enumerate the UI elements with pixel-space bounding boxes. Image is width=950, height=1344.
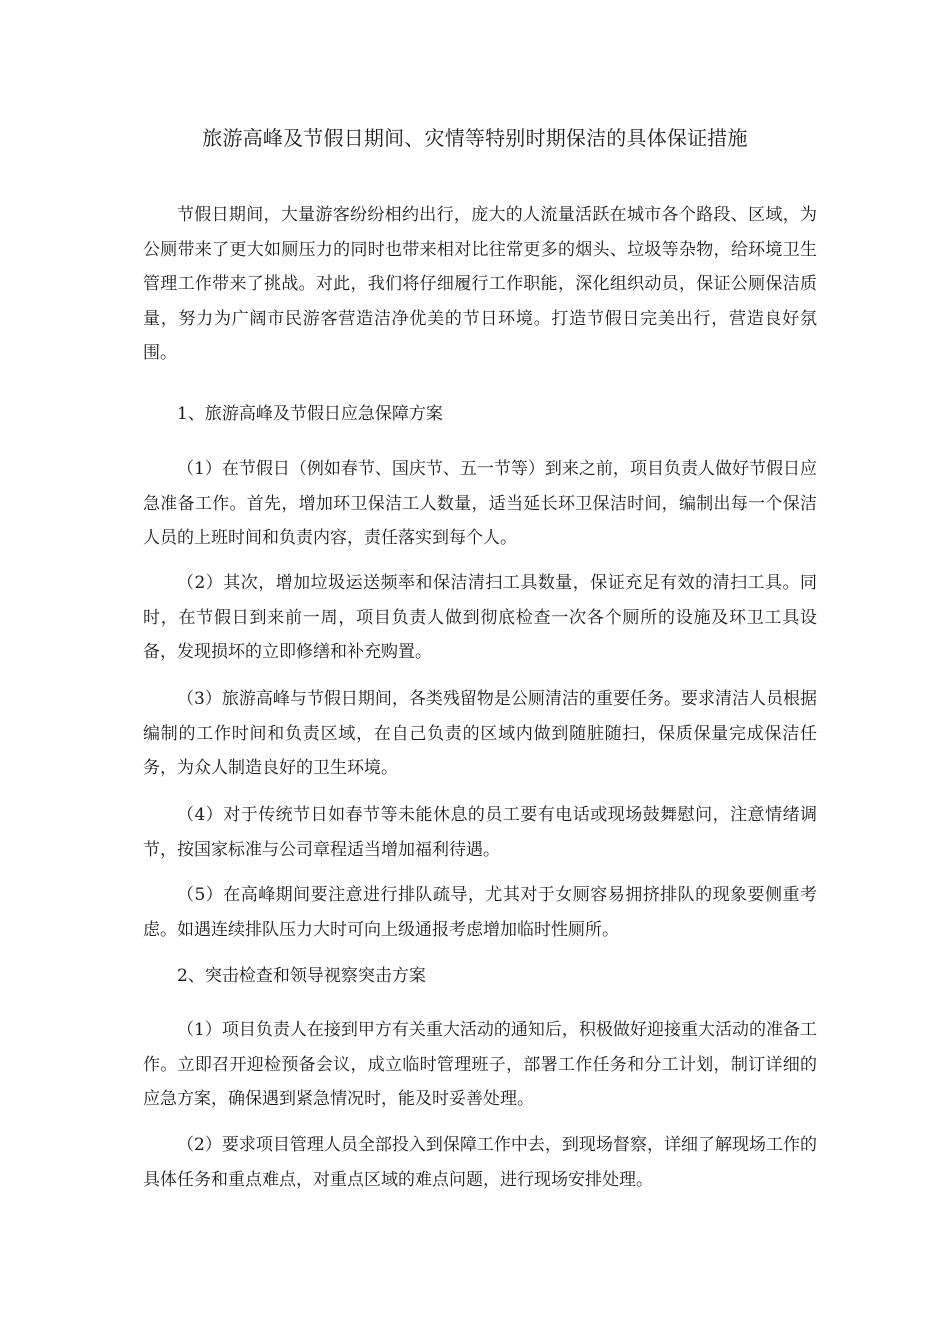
section-1-item-4: （4）对于传统节日如春节等未能休息的员工要有电话或现场鼓舞慰问，注意情绪调节，按国家标准与公司章程适当增加福利待遇。	[143, 805, 817, 860]
section-1-heading: 1、旅游高峰及节假日应急保障方案	[177, 404, 443, 424]
section-1-item-1: （1）在节假日（例如春节、国庆节、五一节等）到来之前，项目负责人做好节假日应急准备工作。首先，增加环卫保洁工人数量，适当延长环卫保洁时间，编制出每一个保洁人员的上班时间和负责内容，责任落实到每个人。	[143, 459, 817, 548]
section-1-item-2: （2）其次，增加垃圾运送频率和保洁清扫工具数量，保证充足有效的清扫工具。同时，在节假日到来前一周，项目负责人做到彻底检查一次各个厕所的设施及环卫工具设备，发现损坏的立即修缮和补充购置。	[143, 573, 817, 662]
section-2-item-1: （1）项目负责人在接到甲方有关重大活动的通知后，积极做好迎接重大活动的准备工作。立即召开迎检预备会议，成立临时管理班子，部署工作任务和分工计划，制订详细的应急方案，确保遇到紧急情况时，能及时妥善处理。	[143, 1020, 817, 1109]
intro-paragraph: 节假日期间，大量游客纷纷相约出行，庞大的人流量活跃在城市各个路段、区域，为公厕带来了更大如厕压力的同时也带来相对比往常更多的烟头、垃圾等杂物，给环境卫生管理工作带来了挑战。对此，我们将仔细履行工作职能，深化组织动员，保证公厕保洁质量，努力为广阔市民游客营造洁净优美的节日环境。打造节假日完美出行，营造良好氛围。	[143, 205, 817, 363]
section-2-item-2: （2）要求项目管理人员全部投入到保障工作中去，到现场督察，详细了解现场工作的具体任务和重点难点，对重点区域的难点问题，进行现场安排处理。	[143, 1135, 817, 1190]
section-1-item-3: （3）旅游高峰与节假日期间，各类残留物是公厕清洁的重要任务。要求清洁人员根据编制的工作时间和负责区域，在自己负责的区域内做到随脏随扫，保质保量完成保洁任务，为众人制造良好的卫生环境。	[143, 689, 817, 778]
section-1-item-5: （5）在高峰期间要注意进行排队疏导，尤其对于女厕容易拥挤排队的现象要侧重考虑。如遇连续排队压力大时可向上级通报考虑增加临时性厕所。	[143, 885, 817, 940]
document-title: 旅游高峰及节假日期间、灾情等特别时期保洁的具体保证措施	[202, 126, 748, 150]
section-2-heading: 2、突击检查和领导视察突击方案	[177, 966, 426, 986]
